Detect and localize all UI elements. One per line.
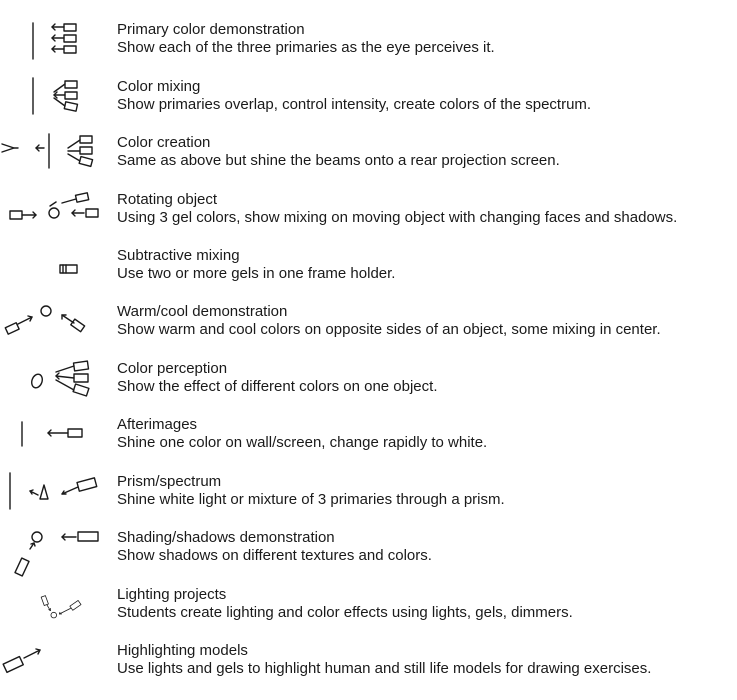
list-item bbox=[0, 642, 737, 698]
list-item bbox=[0, 78, 737, 134]
gel-frame-holder-icon bbox=[0, 247, 112, 303]
item-description: Show shadows on different textures and colors. bbox=[117, 547, 432, 564]
item-title: Color creation bbox=[117, 134, 211, 151]
converging-lights-to-wall-icon bbox=[0, 78, 112, 134]
list-item bbox=[0, 360, 737, 416]
list-item bbox=[0, 416, 737, 472]
item-title: Color mixing bbox=[117, 78, 201, 95]
single-light-to-wall-icon bbox=[0, 416, 112, 472]
rotating-object-lights-icon bbox=[0, 191, 112, 247]
item-title: Prism/spectrum bbox=[117, 473, 222, 490]
item-description: Shine one color on wall/screen, change rapidly to white. bbox=[117, 434, 488, 451]
item-title: Primary color demonstration bbox=[117, 21, 305, 38]
item-title: Color perception bbox=[117, 360, 228, 377]
item-description: Use lights and gels to highlight human and still life models for drawing exercises. bbox=[117, 660, 652, 677]
item-title: Shading/shadows demonstration bbox=[117, 529, 335, 546]
item-title: Afterimages bbox=[117, 416, 198, 433]
item-description: Show each of the three primaries as the eye perceives it. bbox=[117, 39, 495, 56]
item-description: Show warm and cool colors on opposite sides of an object, some mixing in center. bbox=[117, 321, 661, 338]
item-description: Show primaries overlap, control intensity, create colors of the spectrum. bbox=[117, 96, 592, 113]
list-item bbox=[0, 134, 737, 190]
three-lights-around-object-icon bbox=[0, 586, 112, 642]
item-title: Warm/cool demonstration bbox=[117, 303, 288, 320]
list-item bbox=[0, 303, 737, 359]
item-title: Lighting projects bbox=[117, 586, 227, 603]
list-item bbox=[0, 247, 737, 303]
model-highlighting-icon bbox=[0, 642, 112, 698]
item-title: Rotating object bbox=[117, 191, 218, 208]
item-description: Use two or more gels in one frame holder. bbox=[117, 265, 396, 282]
item-title: Subtractive mixing bbox=[117, 247, 240, 264]
two-lights-on-object-icon bbox=[0, 529, 112, 585]
three-lights-to-wall-icon bbox=[0, 21, 112, 77]
list-item bbox=[0, 191, 737, 247]
item-description: Same as above but shine the beams onto a rear projection screen. bbox=[117, 152, 560, 169]
opposing-lights-object-icon bbox=[0, 303, 112, 359]
item-title: Highlighting models bbox=[117, 642, 248, 659]
rear-projection-screen-icon bbox=[0, 134, 112, 190]
item-description: Shine white light or mixture of 3 primaries through a prism. bbox=[117, 491, 505, 508]
list-item bbox=[0, 473, 737, 529]
list-item bbox=[0, 529, 737, 585]
item-description: Using 3 gel colors, show mixing on moving object with changing faces and shadows. bbox=[117, 209, 678, 226]
item-description: Students create lighting and color effects using lights, gels, dimmers. bbox=[117, 604, 573, 621]
list-item bbox=[0, 21, 737, 77]
list-item bbox=[0, 586, 737, 642]
item-description: Show the effect of different colors on one object. bbox=[117, 378, 438, 395]
three-lights-on-object-icon bbox=[0, 360, 112, 416]
light-through-prism-icon bbox=[0, 473, 112, 529]
